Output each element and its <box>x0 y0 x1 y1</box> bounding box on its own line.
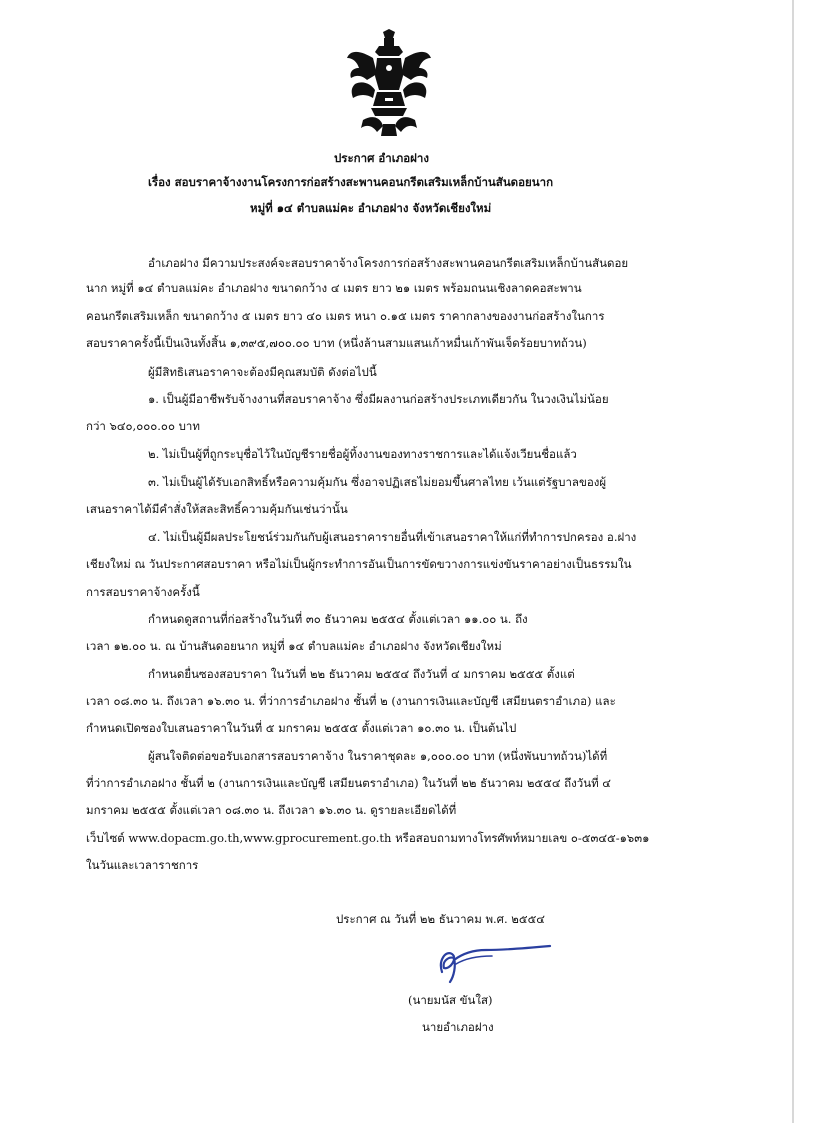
body-line: ๓. ไม่เป็นผู้ได้รับเอกสิทธิ์หรือความคุ้มกัน ซึ่งอาจปฏิเสธไม่ยอมขึ้นศาลไทย เว้นแต่รัฐบาลของผู้ <box>148 475 607 489</box>
signer-name: (นายมนัส ขันใส) <box>408 993 493 1007</box>
body-line: เว็บไซต์ www.dopacm.go.th,www.gprocurement.go.th หรือสอบถามทางโทรศัพท์หมายเลข ๐-๕๓๔๕-๑๖๓๑ <box>86 831 650 845</box>
body-line: เชียงใหม่ ณ วันประกาศสอบราคา หรือไม่เป็นผู้กระทำการอันเป็นการขัดขวางการแข่งขันราคาอย่างเป็นธรรมใน <box>86 557 632 571</box>
body-line: กำหนดยื่นซองสอบราคา ในวันที่ ๒๒ ธันวาคม ๒๕๕๔ ถึงวันที่ ๔ มกราคม ๒๕๕๕ ตั้งแต่ <box>148 667 575 681</box>
body-line: อำเภอฝาง มีความประสงค์จะสอบราคาจ้างโครงการก่อสร้างสะพานคอนกรีตเสริมเหล็กบ้านสันดอย <box>148 256 629 270</box>
announcement-date: ประกาศ ณ วันที่ ๒๒ ธันวาคม พ.ศ. ๒๕๕๔ <box>336 912 545 926</box>
garuda-emblem-icon <box>343 28 435 140</box>
body-line: นาก หมู่ที่ ๑๔ ตำบลแม่คะ อำเภอฝาง ขนาดกว้าง ๔ เมตร ยาว ๒๑ เมตร พร้อมถนนเชิงลาดคอสะพาน <box>86 281 582 295</box>
body-line: เวลา ๑๒.๐๐ น. ณ บ้านสันดอยนาก หมู่ที่ ๑๔ ตำบลแม่คะ อำเภอฝาง จังหวัดเชียงใหม่ <box>86 639 502 653</box>
body-line: สอบราคาครั้งนี้เป็นเงินทั้งสิ้น ๑,๓๙๕,๗๐๐.๐๐ บาท (หนึ่งล้านสามแสนเก้าหมื่นเก้าพันเจ็ดร้อยบาทถ้วน) <box>86 336 587 350</box>
announcement-subject: เรื่อง สอบราคาจ้างงานโครงการก่อสร้างสะพานคอนกรีตเสริมเหล็กบ้านสันดอยนาก <box>148 175 554 189</box>
handwritten-signature-icon <box>432 942 552 992</box>
announcement-title: ประกาศ อำเภอฝาง <box>334 151 429 165</box>
body-line: กำหนดดูสถานที่ก่อสร้างในวันที่ ๓๐ ธันวาคม ๒๕๕๔ ตั้งแต่เวลา ๑๑.๐๐ น. ถึง <box>148 612 528 626</box>
body-line: ๒. ไม่เป็นผู้ที่ถูกระบุชื่อไว้ในบัญชีรายชื่อผู้ทิ้งงานของทางราชการและได้แจ้งเวียนชื่อแล้ว <box>148 447 577 461</box>
body-line: ผู้มีสิทธิเสนอราคาจะต้องมีคุณสมบัติ ดังต่อไปนี้ <box>148 365 377 379</box>
signer-title: นายอำเภอฝาง <box>422 1020 494 1034</box>
announcement-location: หมู่ที่ ๑๔ ตำบลแม่คะ อำเภอฝาง จังหวัดเชียงใหม่ <box>250 201 492 215</box>
body-line: เสนอราคาได้มีคำสั่งให้สละสิทธิ์ความคุ้มกันเช่นว่านั้น <box>86 502 348 516</box>
body-line: เวลา ๐๘.๓๐ น. ถึงเวลา ๑๖.๓๐ น. ที่ว่าการอำเภอฝาง ชั้นที่ ๒ (งานการเงินและบัญชี เสมียนตราอำเภอ) และ <box>86 694 616 708</box>
body-line: ในวันและเวลาราชการ <box>86 858 199 872</box>
body-line: ๑. เป็นผู้มีอาชีพรับจ้างงานที่สอบราคาจ้าง ซึ่งมีผลงานก่อสร้างประเภทเดียวกัน ในวงเงินไม่น้อย <box>148 392 609 406</box>
body-line: ๔. ไม่เป็นผู้มีผลประโยชน์ร่วมกันกับผู้เสนอราคารายอื่นที่เข้าเสนอราคาให้แก่ที่ทำการปกครอง อ.ฝาง <box>148 530 637 544</box>
body-line: ผู้สนใจติดต่อขอรับเอกสารสอบราคาจ้าง ในราคาชุดละ ๑,๐๐๐.๐๐ บาท (หนึ่งพันบาทถ้วน)ได้ที่ <box>148 749 608 763</box>
body-line: กำหนดเปิดซองใบเสนอราคาในวันที่ ๕ มกราคม ๒๕๕๕ ตั้งแต่เวลา ๑๐.๓๐ น. เป็นต้นไป <box>86 721 517 735</box>
body-line: คอนกรีตเสริมเหล็ก ขนาดกว้าง ๕ เมตร ยาว ๔๐ เมตร หนา ๐.๑๕ เมตร ราคากลางของงานก่อสร้างในการ <box>86 309 605 323</box>
body-line: การสอบราคาจ้างครั้งนี้ <box>86 585 200 599</box>
body-line: มกราคม ๒๕๕๕ ตั้งแต่เวลา ๐๘.๓๐ น. ถึงเวลา ๑๖.๓๐ น. ดูรายละเอียดได้ที่ <box>86 803 457 817</box>
body-line: ที่ว่าการอำเภอฝาง ชั้นที่ ๒ (งานการเงินและบัญชี เสมียนตราอำเภอ) ในวันที่ ๒๒ ธันวาคม ๒๕๕๔ ถึงวันที่ ๔ <box>86 776 612 790</box>
scan-edge <box>792 0 794 1123</box>
body-line: กว่า ๖๔๐,๐๐๐.๐๐ บาท <box>86 419 200 433</box>
